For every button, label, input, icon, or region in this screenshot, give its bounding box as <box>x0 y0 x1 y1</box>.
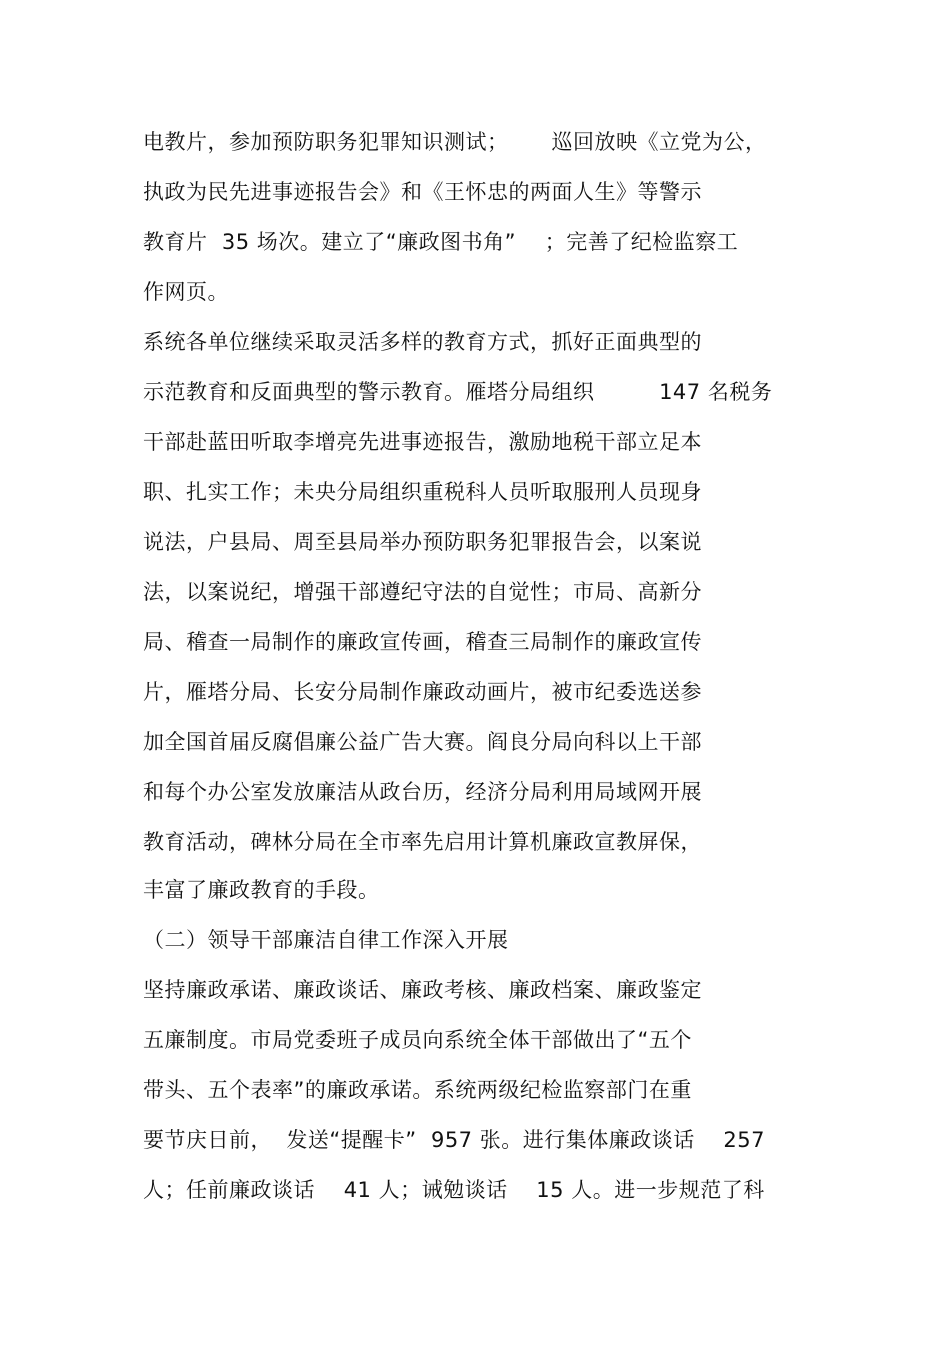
text-line: 人；任前廉政谈话 41 人；诫勉谈话 15 人。进一步规范了科 <box>143 1178 765 1202</box>
text-line: 和每个办公室发放廉洁从政台历，经济分局利用局域网开展 <box>143 780 702 804</box>
text-line: 教育片 35 场次。建立了“廉政图书角” ；完善了纪检监察工 <box>143 230 739 254</box>
text-line: 法，以案说纪，增强干部遵纪守法的自觉性；市局、高新分 <box>143 580 702 604</box>
text-line: 片，雁塔分局、长安分局制作廉政动画片，被市纪委选送参 <box>143 680 702 704</box>
text-line: 教育活动，碑林分局在全市率先启用计算机廉政宣教屏保， <box>143 830 702 854</box>
text-line: 职、扎实工作；未央分局组织重税科人员听取服刑人员现身 <box>143 480 702 504</box>
text-line: 电教片，参加预防职务犯罪知识测试； 巡回放映《立党为公， <box>143 130 767 154</box>
text-line: 作网页。 <box>143 280 229 304</box>
text-line: 说法，户县局、周至县局举办预防职务犯罪报告会，以案说 <box>143 530 702 554</box>
text-line: 加全国首届反腐倡廉公益广告大赛。阎良分局向科以上干部 <box>143 730 702 754</box>
text-line: 执政为民先进事迹报告会》和《王怀忠的两面人生》等警示 <box>143 180 702 204</box>
text-line: 要节庆日前， 发送“提醒卡” 957 张。进行集体廉政谈话 257 <box>143 1128 765 1152</box>
text-line: 干部赴蓝田听取李增亮先进事迹报告，激励地税干部立足本 <box>143 430 702 454</box>
text-line: 五廉制度。市局党委班子成员向系统全体干部做出了“五个 <box>143 1028 692 1052</box>
paragraph-start-line: 系统各单位继续采取灵活多样的教育方式，抓好正面典型的 <box>143 330 702 354</box>
text-line: 局、稽查一局制作的廉政宣传画，稽查三局制作的廉政宣传 <box>143 630 702 654</box>
section-heading: （二）领导干部廉洁自律工作深入开展 <box>143 928 509 952</box>
text-line: 丰富了廉政教育的手段。 <box>143 878 380 902</box>
text-line: 带头、五个表率”的廉政承诺。系统两级纪检监察部门在重 <box>143 1078 692 1102</box>
paragraph-start-line: 坚持廉政承诺、廉政谈话、廉政考核、廉政档案、廉政鉴定 <box>143 978 702 1002</box>
text-line: 示范教育和反面典型的警示教育。雁塔分局组织 147 名税务 <box>143 380 773 404</box>
